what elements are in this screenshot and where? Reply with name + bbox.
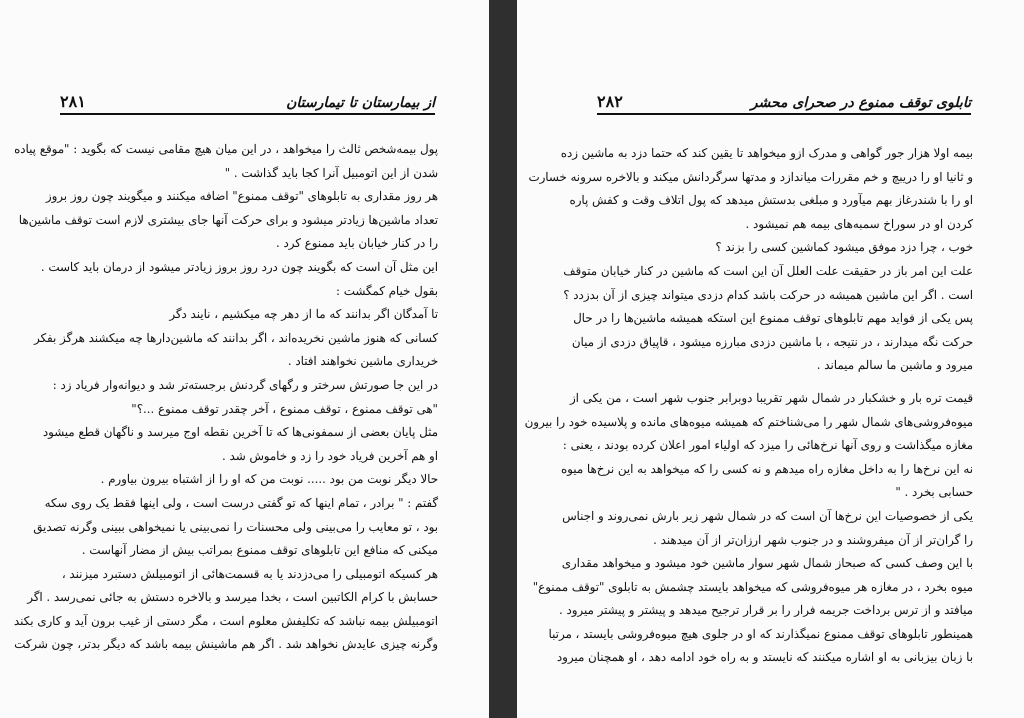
text-line: هر روز مقداری به تابلوهای "توقف ممنوع" اضافه میکنند و میگویند چون روز بروز <box>45 189 438 204</box>
text-line: اتومبیلش بیمه نباشد که تکلیفش معلوم است ، مگر دستی از غیب برون آید و کاری بکند <box>13 613 438 628</box>
text-line: خوب ، چرا دزد موفق میشود کماشین کسی را بزند ؟ <box>715 240 973 255</box>
paragraph-gap <box>601 378 973 387</box>
text-line: قیمت تره بار و خشکبار در شمال شهر تقریبا دوبرابر جنوب شهر است ، من یکی از <box>569 390 973 405</box>
right-book-page <box>517 0 1024 718</box>
text-line: او را با شندرغاز بهم میآورد و مبلغی بدستش میدهد که پول اتلاف وقت و کفش پاره <box>569 193 973 208</box>
page-header <box>60 92 435 115</box>
text-line: حرکت نگه میدارند ، در نتیجه ، با ماشین دزدی مبارزه میشود ، قاپیاق دزدی از میان <box>571 334 973 349</box>
text-line: با زبان بیزبانی به او اشاره میکنند که نایستد و به راه خود ادامه دهد ، او همچنان میرود <box>556 650 973 665</box>
text-line: همینطور تابلوهای توقف ممنوع نمیگذارند که او در جلوی هیچ میوه‌فروشی بایستد ، مرتبا <box>548 626 973 641</box>
text-line: "هی توقف ممنوع ، توقف ممنوع ، آخر چقدر توقف ممنوع ...؟" <box>131 401 438 416</box>
page-body-text <box>13 138 438 657</box>
page-number: ۲۸۱ <box>60 92 86 111</box>
text-line: میرود و ماشین ما سالم میماند . <box>816 358 973 373</box>
text-line: بیمه اولا هزار جور گواهی و مدرک ازو میخواهد تا یقین کند که حتما دزد به ماشین زده <box>560 146 973 160</box>
text-line: این مثل آن است که بگویند چون درد روز بروز زیادتر میشود از درمان باید کاست . <box>40 259 438 274</box>
text-line: حسابش با کرام الکاتبین است ، بخدا میرسد و بالاخره دستش به جائی نمی‌رسد . اگر <box>27 590 438 605</box>
text-line: او هم آخرین فریاد خود را زد و خاموش شد . <box>222 448 438 463</box>
text-line: را در کنار خیابان باید ممنوع کرد . <box>276 236 438 251</box>
page-header <box>597 92 971 115</box>
text-line: تعداد ماشین‌ها زیادتر میشود و برای حرکت آنها جای بیشتری لازم است توقف ماشین‌ها <box>18 212 438 227</box>
text-line: میافتد و از ترس برداخت جریمه فرار را بر قرار ترجیح میدهد و پیشتر و پیشتر میرود . <box>558 603 973 618</box>
text-line: خریداری ماشین نخواهند افتاد . <box>287 354 438 369</box>
text-line: پول بیمه‌شخص ثالث را میخواهد ، در این میان هیچ مقامی نیست که بگوید : "موقع پیاده <box>14 142 438 156</box>
running-title: از بیمارستان تا تیمارستان <box>286 95 435 111</box>
page-number: ۲۸۲ <box>597 92 623 111</box>
text-line: یکی از خصوصیات این نرخ‌ها آن است که در شمال شهر زیر بارش نمی‌روند و اجناس <box>562 508 973 523</box>
page-gutter <box>489 0 517 718</box>
text-line: پس یکی از فواید مهم تابلوهای توقف ممنوع این استکه همیشه ماشین‌ها را در حال <box>573 311 973 326</box>
page-body-text <box>524 142 973 670</box>
text-line: با این وصف کسی که صبحاز شمال شهر سوار ماشین خود میشود و میخواهد مقداری <box>561 556 973 571</box>
text-line: میوه‌فروشی‌های شمال شهر را می‌شناختم که همیشه میوه‌های مانده و پلاسیده خود را بیرون <box>524 414 973 429</box>
text-line: است . اگر این ماشین همیشه در حرکت باشد کدام دزدی میتواند چیزی از آن بدزدد ؟ <box>563 287 973 302</box>
text-line: مغازه میگذاشت و روی آنها نرخ‌هائی را میزد که اولیاء امور اعلان کرده بودند ، یعنی : <box>562 438 973 453</box>
text-line: حالا دیگر نوبت من بود ..... نوبت من که او را از اشتباه بیرون بیاورم . <box>100 472 438 487</box>
text-line: و ثانیا او را دریبچ و خم مقررات میاندازد و مدتها سرگردانش میکند و بالاخره سرونه خسارت <box>528 169 973 184</box>
running-title: تابلوی توقف ممنوع در صحرای محشر <box>750 95 971 111</box>
text-line: مثل پایان بعضی از سمفونی‌ها که تا آخرین نقطه اوج میرسد و ناگهان قطع میشود <box>42 425 438 440</box>
text-line: بقول خیام کمگشت : <box>336 283 438 298</box>
text-line: میکنی که منافع این تابلوهای توقف ممنوع بمراتب بیش از مضار آنهاست . <box>81 543 438 558</box>
text-line: کسانی که هنوز ماشین نخریده‌اند ، اگر بدانند که ماشین‌دارها چه میکشند هرگز بفکر <box>33 330 438 345</box>
text-line: میوه بخرد ، در مغازه هر میوه‌فروشی که میخواهد بایستد چشمش به تابلوی "توقف ممنوع" <box>532 579 973 594</box>
text-line: علت این امر باز در حقیقت علت العلل آن این است که ماشین در کنار خیابان متوقف <box>563 263 973 278</box>
text-line: را گران‌تر از آن میفروشند و در جنوب شهر ارزان‌تر از آن میدهند . <box>653 532 973 547</box>
text-line: تا آمدگان اگر بدانند که ما از دهر چه میکشیم ، نایند دگر <box>169 307 438 322</box>
text-line: گفتم : " برادر ، تمام اینها که تو گفتی درست است ، ولی اینها فقط یک روی سکه <box>44 495 438 510</box>
text-line: هر کسیکه اتومبیلی را می‌دزدند یا به قسمت‌هائی از اتومبیلش دستبرد میزنند ، <box>61 566 438 581</box>
text-line: وگرنه چیزی عایدش نخواهد شد . اگر هم ماشینش بیمه باشد که دیگر بدتر، چون شرکت <box>14 637 438 652</box>
text-line: در این جا صورتش سرختر و رگهای گردنش برجسته‌تر شد و دیوانه‌وار فریاد زد : <box>52 377 438 392</box>
text-line: بود ، تو معایب را می‌بینی ولی محسنات را نمی‌بینی یا نمیخواهی ببینی وگرنه تصدیق <box>33 519 438 534</box>
text-line: کردن او در سوراخ سمبه‌های بیمه هم نمیشود . <box>745 216 973 231</box>
left-book-page <box>0 0 489 718</box>
text-line: شدن از این اتومبیل آنرا کجا باید گذاشت . " <box>224 165 438 180</box>
text-line: حسابی بخرد . " <box>895 485 973 500</box>
text-line: نه این نرخ‌ها را به داخل مغازه راه میدهم و نه کسی را که میخواهد به این نرخ‌ها میوه <box>561 461 973 476</box>
